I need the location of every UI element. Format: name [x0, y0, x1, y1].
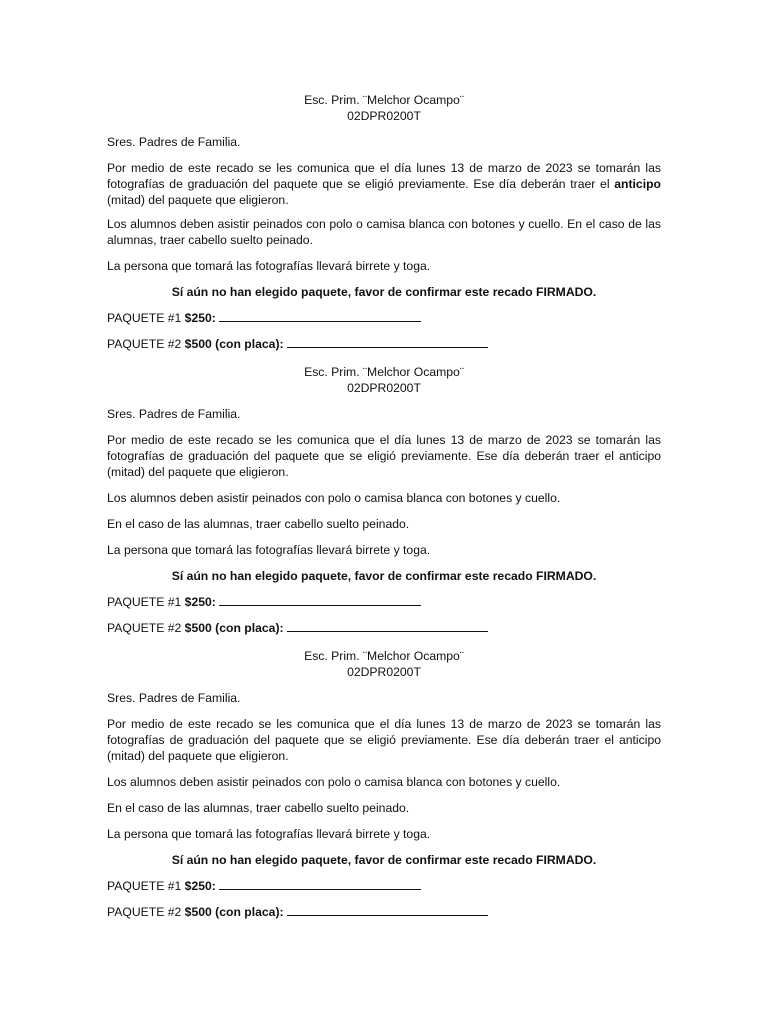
school-code: 02DPR0200T [347, 381, 421, 395]
notice-1 [107, 92, 661, 352]
school-code: 02DPR0200T [347, 109, 421, 123]
school-code: 02DPR0200T [347, 665, 421, 679]
body-paragraph [107, 160, 661, 208]
package-1-label: PAQUETE #1 [107, 879, 185, 893]
photographer-paragraph: La persona que tomará las fotografías llevará birrete y toga. [107, 259, 431, 273]
package-1-signature-line [219, 595, 421, 606]
body-text-1: Por medio de este recado se les comunica que el día lunes 13 de marzo de 2023 se tomarán las fotografías de graduación del paquete que se eligió previamente. Ese día deberán traer el [107, 161, 661, 191]
school-name: Esc. Prim. ¨Melchor Ocampo¨ [304, 93, 464, 107]
confirm-notice [107, 284, 661, 300]
package-1-price: $250: [184, 311, 216, 325]
students-paragraph: Los alumnos deben asistir peinados con polo o camisa blanca con botones y cuello. [107, 775, 561, 789]
body-paragraph: Por medio de este recado se les comunica que el día lunes 13 de marzo de 2023 se tomarán las fotografías de graduación del paquete que se eligió previamente. Ese día deberán traer el anticipo (mitad) del paquete que eligieron. [107, 433, 661, 479]
notice-2 [107, 364, 661, 636]
package-1-price: $250: [184, 879, 216, 893]
package-1-line [107, 310, 661, 326]
package-2-signature-line [287, 337, 488, 348]
package-2-label: PAQUETE #2 [107, 337, 185, 351]
package-2-line [107, 336, 661, 352]
body-paragraph: Por medio de este recado se les comunica que el día lunes 13 de marzo de 2023 se tomarán las fotografías de graduación del paquete que se eligió previamente. Ese día deberán traer el anticipo (mitad) del paquete que eligieron. [107, 717, 661, 763]
girls-paragraph: En el caso de las alumnas, traer cabello suelto peinado. [107, 517, 410, 531]
package-2-signature-line [287, 621, 488, 632]
package-1-price: $250: [184, 595, 216, 609]
package-2-signature-line [287, 905, 488, 916]
greeting: Sres. Padres de Familia. [107, 135, 241, 149]
greeting: Sres. Padres de Familia. [107, 691, 241, 705]
package-1-line [107, 594, 661, 610]
package-1-label: PAQUETE #1 [107, 595, 185, 609]
school-name: Esc. Prim. ¨Melchor Ocampo¨ [304, 649, 464, 663]
package-2-label: PAQUETE #2 [107, 621, 185, 635]
photographer-paragraph: La persona que tomará las fotografías llevará birrete y toga. [107, 543, 431, 557]
package-2-label: PAQUETE #2 [107, 905, 185, 919]
package-1-signature-line [219, 879, 421, 890]
package-2-line [107, 904, 661, 920]
confirm-text: Sí aún no han elegido paquete, favor de confirmar este recado FIRMADO. [171, 853, 597, 867]
students-paragraph: Los alumnos deben asistir peinados con polo o camisa blanca con botones y cuello. En el caso de las alumnas, traer cabello suelto peinado. [107, 217, 661, 247]
body-bold-anticipo: anticipo [614, 177, 661, 191]
confirm-text: Sí aún no han elegido paquete, favor de confirmar este recado FIRMADO. [171, 569, 597, 583]
students-paragraph: Los alumnos deben asistir peinados con polo o camisa blanca con botones y cuello. [107, 491, 561, 505]
confirm-text: Sí aún no han elegido paquete, favor de confirmar este recado FIRMADO. [171, 285, 597, 299]
package-2-line [107, 620, 661, 636]
package-1-line [107, 878, 661, 894]
package-2-price: $500 (con placa): [184, 337, 284, 351]
package-2-price: $500 (con placa): [184, 905, 284, 919]
greeting: Sres. Padres de Familia. [107, 407, 241, 421]
package-1-signature-line [219, 311, 421, 322]
notice-3 [107, 648, 661, 920]
photographer-paragraph: La persona que tomará las fotografías llevará birrete y toga. [107, 827, 431, 841]
package-2-price: $500 (con placa): [184, 621, 284, 635]
girls-paragraph: En el caso de las alumnas, traer cabello suelto peinado. [107, 801, 410, 815]
school-name: Esc. Prim. ¨Melchor Ocampo¨ [304, 365, 464, 379]
confirm-notice [107, 852, 661, 868]
package-1-label: PAQUETE #1 [107, 311, 185, 325]
body-text-2: (mitad) del paquete que eligieron. [107, 193, 289, 207]
confirm-notice [107, 568, 661, 584]
